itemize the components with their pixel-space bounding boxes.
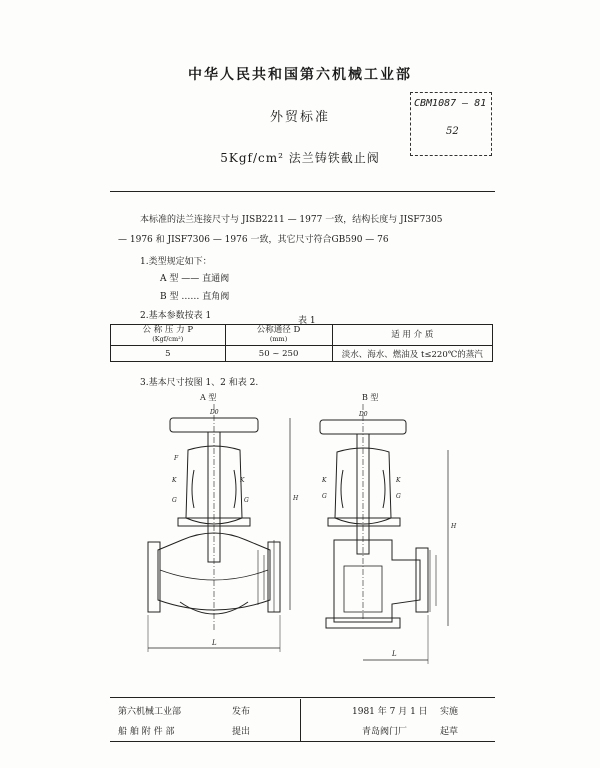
item-2: 2.基本参数按表 1 <box>140 311 212 321</box>
header-diameter <box>225 325 332 346</box>
dim-l-b: L <box>392 650 397 658</box>
part-k-a: K <box>172 477 177 484</box>
standard-title: 5Kgf/cm² 法兰铸铁截止阀 <box>220 151 380 165</box>
footer-impl-label: 实施 <box>440 707 459 717</box>
type-a: A 型 —— 直通阀 <box>160 274 230 284</box>
footer-bottom-line <box>110 741 495 742</box>
label-type-a: A 型 <box>200 393 217 402</box>
label-type-b: B 型 <box>362 393 379 402</box>
cell-medium: 淡水、海水、燃油及 t≤220℃的蒸汽 <box>332 346 492 362</box>
footer-date: 1981 年 7 月 1 日 <box>352 707 428 717</box>
part-g-a: G <box>172 497 177 504</box>
header-pressure-unit: (Kgf/cm²) <box>152 335 184 343</box>
footer-approval-label: 提出 <box>232 727 251 737</box>
standard-type: 外贸标准 <box>269 110 330 125</box>
part-k-b: K <box>322 477 327 484</box>
header-diameter-unit: (mm) <box>269 335 288 343</box>
item-3: 3.基本尺寸按图 1、2 和表 2. <box>140 378 259 388</box>
body-b <box>334 540 420 622</box>
dim-do-b: D0 <box>359 411 368 418</box>
item-1: 1.类型规定如下： <box>140 257 212 267</box>
footer-issuer: 第六机械工业部 <box>118 707 182 717</box>
part-f-a: F <box>174 455 179 462</box>
dim-l-a: L <box>212 639 217 647</box>
footer-issue-label: 发布 <box>232 707 251 717</box>
footer-approval-dept: 船 舶 附 件 部 <box>118 727 175 737</box>
part-g-b2: G <box>396 493 401 500</box>
cell-diameter: 50 ~ 250 <box>225 346 332 362</box>
standard-code: CBM1087 — 81 <box>414 98 487 109</box>
table-label: 表 1 <box>298 316 316 326</box>
ministry-name: 中华人民共和国第六机械工业部 <box>188 67 412 83</box>
footer-vertical-divider <box>300 699 301 741</box>
standard-code-sub: 52 <box>446 126 459 137</box>
type-b: B 型 …… 直角阀 <box>160 292 230 302</box>
part-k-b2: K <box>396 477 401 484</box>
flange-bottom-b <box>326 618 400 628</box>
table-1 <box>110 324 493 362</box>
intro-line-2: — 1976 和 JISF7306 — 1976 一致，其它尺寸符合GB590 — 76 <box>118 235 389 245</box>
header-divider <box>110 191 495 192</box>
table-header-row <box>111 325 493 346</box>
header-diameter-label: 公称通径 D <box>256 325 301 335</box>
footer-drafter: 青岛阀门厂 <box>362 727 408 737</box>
footer-divider <box>110 697 495 698</box>
footer-draft-label: 起草 <box>440 727 459 737</box>
valve-type-a <box>148 404 299 652</box>
intro-line-1: 本标准的法兰连接尺寸与 JISB2211 — 1977 一致，结构长度与 JISF7305 <box>140 215 443 225</box>
table-row <box>111 346 493 362</box>
cell-pressure: 5 <box>111 346 226 362</box>
header-medium: 适 用 介 质 <box>332 325 492 346</box>
header-pressure-label: 公 称 压 力 P <box>142 325 194 335</box>
dim-h-a: H <box>293 495 299 502</box>
dim-h-b: H <box>451 523 457 530</box>
dim-do-a: D0 <box>210 409 219 416</box>
part-k-a2: K <box>240 477 245 484</box>
part-g-b: G <box>322 493 327 500</box>
flange-side-b <box>416 548 428 612</box>
part-g-a2: G <box>244 497 249 504</box>
valve-type-b <box>320 404 457 664</box>
header-pressure <box>111 325 226 346</box>
valve-drawings <box>130 390 480 690</box>
